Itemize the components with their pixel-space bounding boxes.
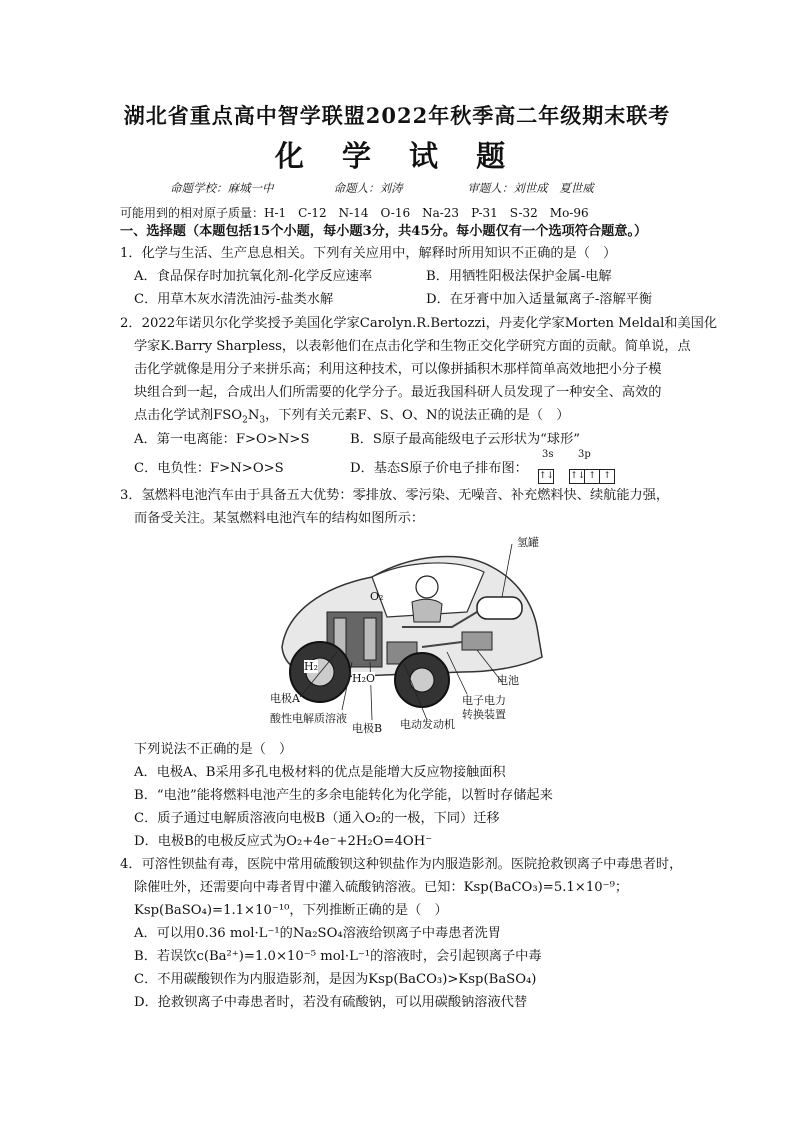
exam-subtitle: 化 学 试 题 bbox=[274, 139, 520, 173]
q4-option-b: B．若误饮c(Ba²⁺)=1.0×10⁻⁵ mol·L⁻¹的溶液时，会引起钡离子中毒 bbox=[134, 949, 542, 964]
orbital-3p-box-1: ↑↓ bbox=[569, 469, 585, 484]
orbital-3p-box-2: ↑ bbox=[584, 469, 600, 484]
q1-stem: 1．化学与生活、生产息息相关。下列有关应用中，解释时所用知识不正确的是（ ） bbox=[120, 246, 617, 261]
label-electrode-b: 电极B bbox=[352, 722, 383, 735]
q3-option-a: A．电极A、B采用多孔电极材料的优点是能增大反应物接触面积 bbox=[134, 765, 506, 780]
author-setter: 命题人：刘涛 bbox=[333, 181, 403, 195]
q3-line-1: 3．氢燃料电池汽车由于具备五大优势：零排放、零污染、无噪音、补充燃料快、续航能力强， bbox=[120, 488, 670, 503]
q4-option-c: C．不用碳酸钡作为内服造影剂，是因为Ksp(BaCO₃)>Ksp(BaSO₄) bbox=[134, 972, 537, 987]
authors-line bbox=[170, 180, 730, 196]
q2-option-a: A．第一电离能：F>O>N>S bbox=[134, 432, 310, 447]
label-converter-2: 转换装置 bbox=[462, 708, 506, 721]
orbital-3p-box-3: ↑ bbox=[599, 469, 615, 484]
exam-title: 湖北省重点高中智学联盟2022年秋季高二年级期末联考 bbox=[123, 103, 671, 128]
label-electrolyte: 酸性电解质溶液 bbox=[270, 712, 347, 725]
q2-option-b: B．S原子最高能级电子云形状为“球形” bbox=[350, 432, 581, 447]
q2-option-c: C．电负性：F>N>O>S bbox=[134, 461, 284, 476]
q4-line-3: Ksp(BaSO₄)=1.1×10⁻¹⁰，下列推断正确的是（ ） bbox=[134, 903, 448, 918]
q3-option-d: D．电极B的电极反应式为O₂+4e⁻+2H₂O=4OH⁻ bbox=[134, 834, 433, 849]
q3-line-2: 而备受关注。某氢燃料电池汽车的结构如图所示： bbox=[134, 511, 425, 526]
label-o2: O₂ bbox=[370, 590, 384, 603]
author-reviewer: 审题人：刘世成 夏世威 bbox=[467, 181, 594, 195]
label-battery: 电池 bbox=[497, 674, 519, 687]
q1-option-d: D．在牙膏中加入适量氟离子-溶解平衡 bbox=[426, 292, 653, 307]
orbital-diagram bbox=[538, 463, 614, 484]
label-electrode-a: 电极A bbox=[270, 692, 300, 705]
q4-line-1: 4．可溶性钡盐有毒，医院中常用硫酸钡这种钡盐作为内服造影剂。医院抢救钡离子中毒患者时， bbox=[120, 857, 683, 872]
q4-option-a: A．可以用0.36 mol·L⁻¹的Na₂SO₄溶液给钡离子中毒患者洗胃 bbox=[134, 926, 501, 941]
car-illustration bbox=[262, 532, 562, 737]
q2-line-3: 击化学就像是用分子来拼乐高；利用这种技术，可以像拼插积木那样简单高效地把小分子模 bbox=[134, 362, 662, 377]
label-h2o: H₂O bbox=[352, 672, 376, 685]
q4-line-2: 除催吐外，还需要向中毒者胃中灌入硫酸钠溶液。已知：Ksp(BaCO₃)=5.1×10⁻⁹； bbox=[134, 880, 629, 895]
q2-option-d: D．基态S原子价电子排布图： bbox=[350, 461, 528, 476]
q3-option-c: C．质子通过电解质溶液向电极B（通入O₂的一极，下同）迁移 bbox=[134, 811, 500, 826]
q1-option-b: B．用牺牲阳极法保护金属-电解 bbox=[426, 269, 612, 284]
q2-line-1: 2．2022年诺贝尔化学奖授予美国化学家Carolyn.R.Bertozzi，丹麦化学家Morten Meldal和美国化 bbox=[120, 316, 718, 331]
q1-option-c: C．用草木灰水清洗油污-盐类水解 bbox=[134, 292, 334, 307]
label-h2: H₂ bbox=[304, 660, 319, 673]
q2-line-5: 点击化学试剂$FSO_2N_3$，下列有关元素F、S、O、N的说法正确的是（ ） bbox=[134, 408, 570, 426]
q3-ask: 下列说法不正确的是（ ） bbox=[134, 742, 293, 757]
orbital-label-3s: 3s bbox=[542, 449, 554, 460]
q4-option-d: D．抢救钡离子中毒患者时，若没有硫酸钠，可以用碳酸钠溶液代替 bbox=[134, 995, 528, 1010]
atomic-masses: 可能用到的相对原子质量：H-1 C-12 N-14 O-16 Na-23 P-31 S-32 Mo-96 bbox=[120, 206, 589, 220]
q2-line-4: 块组合到一起，合成出人们所需要的化学分子。最近我国科研人员发现了一种安全、高效的 bbox=[134, 385, 662, 400]
orbital-3s-box: ↑↓ bbox=[538, 469, 554, 484]
q2-line-2: 学家K.Barry Sharpless，以表彰他们在点击化学和生物正交化学研究方面的贡献。简单说，点 bbox=[134, 339, 691, 354]
label-motor: 电动发动机 bbox=[400, 718, 455, 731]
q3-option-b: B．“电池”能将燃料电池产生的多余电能转化为化学能，以暂时存储起来 bbox=[134, 788, 553, 803]
section-heading: 一、选择题（本题包括15个小题，每小题3分，共45分。每小题仅有一个选项符合题意。） bbox=[120, 224, 648, 239]
label-hydrogen-tank: 氢罐 bbox=[517, 536, 539, 549]
author-school: 命题学校：麻城一中 bbox=[170, 181, 274, 195]
fuel-cell-car-figure bbox=[262, 532, 562, 737]
orbital-label-3p: 3p bbox=[578, 449, 591, 460]
label-converter-1: 电子电力 bbox=[462, 694, 506, 707]
q1-option-a: A．食品保存时加抗氧化剂-化学反应速率 bbox=[134, 269, 373, 284]
